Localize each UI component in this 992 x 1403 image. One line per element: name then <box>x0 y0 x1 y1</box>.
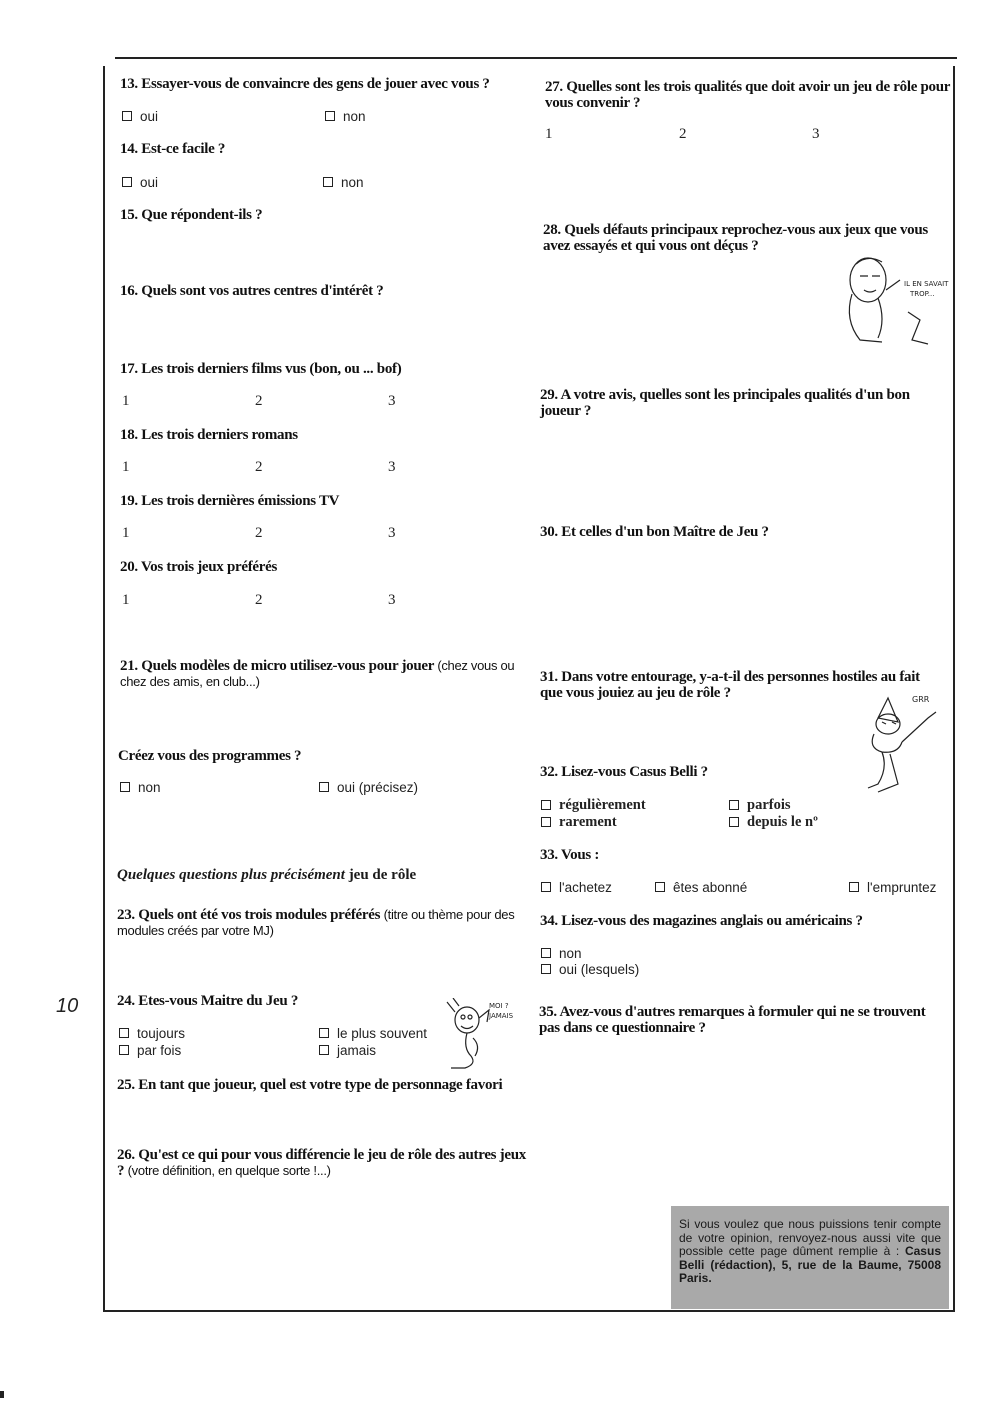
page-number: 10 <box>56 995 79 1017</box>
answer-19-3: 3 <box>388 525 396 541</box>
checkbox[interactable] <box>325 111 335 121</box>
answer-19-1: 1 <box>122 525 130 541</box>
return-address: Casus Belli (rédaction), 5, rue de la Baume, 75008 Paris. <box>679 1244 941 1285</box>
answer-19-2: 2 <box>255 525 263 541</box>
question-35: 35. Avez-vous d'autres remarques à formuler qui ne se trouvent pas dans ce questionnaire ? <box>539 1004 926 1036</box>
question-25: 25. En tant que joueur, quel est votre type de personnage favori <box>117 1077 503 1093</box>
svg-text:JAMAIS: JAMAIS <box>489 1012 514 1020</box>
checkbox[interactable] <box>119 1028 129 1038</box>
option-24-toujours[interactable]: toujours <box>119 1026 185 1041</box>
question-27: 27. Quelles sont les trois qualités que doit avoir un jeu de rôle pour vous convenir ? <box>545 79 950 111</box>
question-26: 26. Qu'est ce qui pour vous différencie le jeu de rôle des autres jeux ? (votre définition, en quelque sorte !...) <box>117 1147 526 1179</box>
checkbox[interactable] <box>119 1045 129 1055</box>
option-24-plus-souvent[interactable]: le plus souvent <box>319 1026 427 1041</box>
checkbox[interactable] <box>541 800 551 810</box>
option-33-abonne[interactable]: êtes abonné <box>655 880 747 895</box>
svg-text:TROP...: TROP... <box>910 290 935 298</box>
option-33-achetez[interactable]: l'achetez <box>541 880 612 895</box>
question-17: 17. Les trois derniers films vus (bon, ou ... bof) <box>120 361 402 377</box>
question-32: 32. Lisez-vous Casus Belli ? <box>540 764 708 780</box>
question-24: 24. Etes-vous Maitre du Jeu ? <box>117 993 299 1009</box>
cartoon-jamais-illustration <box>437 998 522 1073</box>
question-34: 34. Lisez-vous des magazines anglais ou américains ? <box>540 913 863 929</box>
option-32-regulierement[interactable]: régulièrement <box>541 797 646 814</box>
checkbox[interactable] <box>122 177 132 187</box>
question-18: 18. Les trois derniers romans <box>120 427 298 443</box>
option-34-non[interactable]: non <box>541 946 582 961</box>
answer-20-3: 3 <box>388 592 396 608</box>
answer-17-1: 1 <box>122 393 130 409</box>
checkbox[interactable] <box>122 111 132 121</box>
return-notice-box <box>671 1206 949 1309</box>
svg-text:MOI ?: MOI ? <box>489 1002 509 1010</box>
option-13-oui[interactable]: oui <box>122 109 158 124</box>
option-32-rarement[interactable]: rarement <box>541 814 617 831</box>
checkbox[interactable] <box>323 177 333 187</box>
option-14-oui[interactable]: oui <box>122 175 158 190</box>
checkbox[interactable] <box>849 882 859 892</box>
option-13-non[interactable]: non <box>325 109 366 124</box>
question-30: 30. Et celles d'un bon Maître de Jeu ? <box>540 524 769 540</box>
cartoon-grr-illustration <box>858 688 948 803</box>
question-13: 13. Essayer-vous de convaincre des gens de jouer avec vous ? <box>120 76 490 92</box>
answer-20-1: 1 <box>122 592 130 608</box>
option-34-oui[interactable]: oui (lesquels) <box>541 962 639 977</box>
answer-18-3: 3 <box>388 459 396 475</box>
question-19: 19. Les trois dernières émissions TV <box>120 493 340 509</box>
section-heading: Quelques questions plus précisément jeu de rôle <box>117 867 417 883</box>
answer-18-2: 2 <box>255 459 263 475</box>
checkbox[interactable] <box>319 782 329 792</box>
checkbox[interactable] <box>729 817 739 827</box>
checkbox[interactable] <box>541 948 551 958</box>
option-22-oui[interactable]: oui (précisez) <box>319 780 418 795</box>
option-14-non[interactable]: non <box>323 175 364 190</box>
cartoon-savait-trop-illustration <box>838 250 953 350</box>
answer-20-2: 2 <box>255 592 263 608</box>
question-29: 29. A votre avis, quelles sont les principales qualités d'un bon joueur ? <box>540 387 910 419</box>
checkbox[interactable] <box>319 1045 329 1055</box>
answer-27-2: 2 <box>679 126 687 142</box>
question-21: 21. Quels modèles de micro utilisez-vous pour jouer (chez vous ou chez des amis, en club...) <box>120 658 515 689</box>
question-23: 23. Quels ont été vos trois modules préférés (titre ou thème pour des modules créés par votre MJ) <box>117 907 515 938</box>
question-16: 16. Quels sont vos autres centres d'intérêt ? <box>120 283 384 299</box>
question-33: 33. Vous : <box>540 847 600 863</box>
return-notice-text: Si vous voulez que nous puissions tenir compte de votre opinion, renvoyez-nous aussi vite que possible cette page dûment remplie à : Casus Belli (rédaction), 5, rue de la Baume, 75008 Paris. <box>679 1217 941 1285</box>
checkbox[interactable] <box>541 817 551 827</box>
answer-18-1: 1 <box>122 459 130 475</box>
question-20: 20. Vos trois jeux préférés <box>120 559 278 575</box>
option-24-parfois[interactable]: par fois <box>119 1043 181 1058</box>
option-32-parfois[interactable]: parfois <box>729 797 791 814</box>
checkbox[interactable] <box>655 882 665 892</box>
svg-text:GRR: GRR <box>912 695 930 704</box>
checkbox[interactable] <box>120 782 130 792</box>
answer-17-2: 2 <box>255 393 263 409</box>
option-24-jamais[interactable]: jamais <box>319 1043 376 1058</box>
checkbox[interactable] <box>541 964 551 974</box>
option-33-empruntez[interactable]: l'empruntez <box>849 880 936 895</box>
top-rule <box>115 57 957 59</box>
option-22-non[interactable]: non <box>120 780 161 795</box>
question-28: 28. Quels défauts principaux reprochez-vous aux jeux que vous avez essayés et qui vous ont déçus ? <box>543 222 928 254</box>
option-32-depuis[interactable]: depuis le nº <box>729 814 818 831</box>
question-31: 31. Dans votre entourage, y-a-t-il des personnes hostiles au fait que vous jouiez au jeu de rôle ? <box>540 669 920 701</box>
answer-27-1: 1 <box>545 126 553 142</box>
checkbox[interactable] <box>541 882 551 892</box>
question-15: 15. Que répondent-ils ? <box>120 207 263 223</box>
checkbox[interactable] <box>319 1028 329 1038</box>
answer-17-3: 3 <box>388 393 396 409</box>
answer-27-3: 3 <box>812 126 820 142</box>
question-22: Créez vous des programmes ? <box>118 748 302 764</box>
question-14: 14. Est-ce facile ? <box>120 141 226 157</box>
svg-text:IL EN SAVAIT: IL EN SAVAIT <box>904 280 949 288</box>
checkbox[interactable] <box>729 800 739 810</box>
scan-edge-mark <box>0 1391 4 1398</box>
